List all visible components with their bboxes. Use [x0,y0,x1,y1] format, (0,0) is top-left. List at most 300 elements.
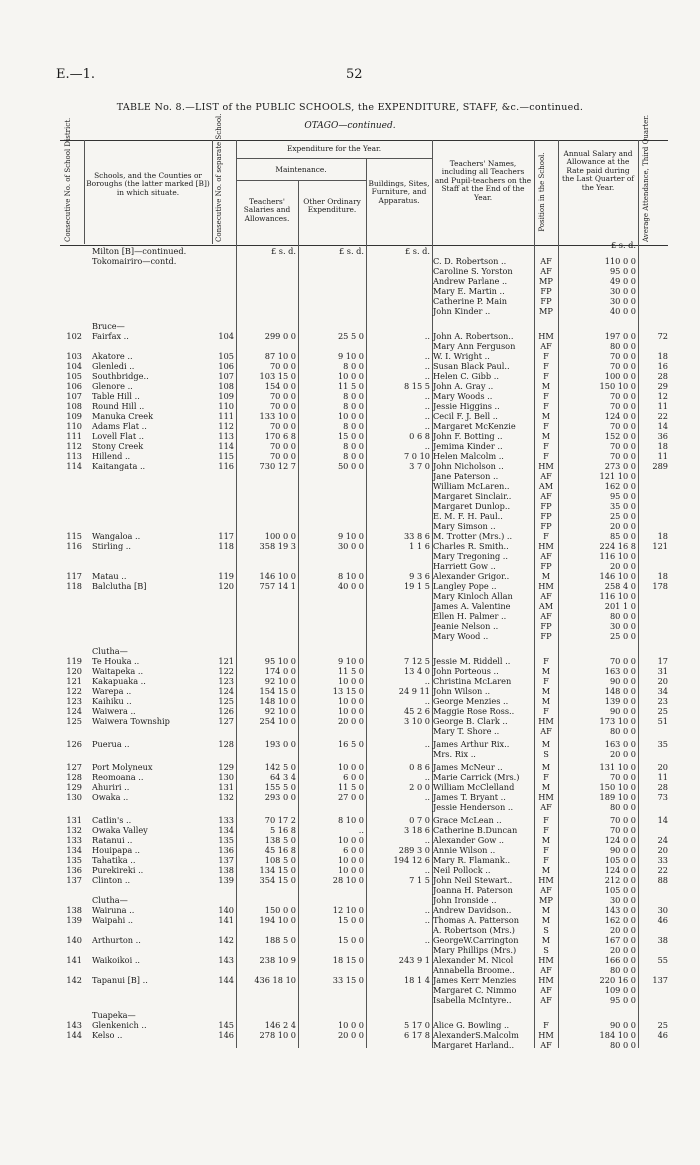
average-attendance: 25 [657,1020,668,1030]
district-number: 130 [66,792,82,802]
teacher-name: John Nicholson .. [433,461,504,471]
school-number: 118 [218,541,234,551]
teacher-position: F [543,825,549,835]
school-name: Clinton .. [92,875,131,885]
school-name: Owaka Valley [92,825,148,835]
annual-salary-value: 146 10 0 [599,571,636,581]
col-rule [534,140,535,244]
average-attendance: 36 [657,431,668,441]
teacher-name: James T. Bryant .. [433,792,506,802]
district-number: 125 [66,716,82,726]
annual-salary-value: 143 0 0 [604,905,636,915]
annual-salary-value: 197 0 0 [604,331,636,341]
other-expenditure-value: 10 0 0 [337,371,364,381]
annual-salary-value: 20 0 0 [609,561,636,571]
teacher-position: AF [540,726,552,736]
other-expenditure-value: 9 10 0 [337,531,364,541]
annual-salary-value: 224 16 8 [599,541,636,551]
teacher-position: AF [540,256,552,266]
average-attendance: 29 [657,381,668,391]
col-rule [534,244,535,1048]
annual-salary-value: 90 0 0 [609,676,636,686]
teacher-name: Andrew Davidson.. [433,905,512,915]
school-name: Adams Flat .. [92,421,147,431]
annual-salary-value: 80 0 0 [609,726,636,736]
buildings-value: 3 18 6 [403,825,430,835]
teacher-position: AF [540,885,552,895]
district-number: 142 [66,975,82,985]
district-number: 123 [66,696,82,706]
teacher-name: John A. Robertson.. [433,331,514,341]
teacher-name: Marie Carrick (Mrs.) [433,772,520,782]
other-expenditure-value: 27 0 0 [337,792,364,802]
annual-salary-value: 163 0 0 [604,666,636,676]
teacher-position: M [541,782,551,792]
teacher-name: Margaret Sinclair.. [433,491,512,501]
buildings-header: Buildings, Sites, Furniture, and Apparatus. [368,179,430,205]
buildings-value: 13 4 0 [403,666,430,676]
teacher-position: AF [540,341,552,351]
annual-salary-value: 30 0 0 [609,286,636,296]
other-expenditure-value: 10 0 0 [337,706,364,716]
teacher-name: James Arthur Rix.. [433,739,510,749]
col-rule [298,244,299,1048]
teacher-name: Mary Kinloch Allan [433,591,513,601]
school-name: Stirling .. [92,541,131,551]
teacher-position: M [541,431,551,441]
units-label: £ s. d. [338,246,364,256]
other-expenditure-header: Other Ordinary Expenditure. [303,197,361,215]
annual-salary-value: 25 0 0 [609,631,636,641]
teacher-name: Joanna H. Paterson [433,885,513,895]
other-expenditure-value: 8 10 0 [337,571,364,581]
school-name: Port Molyneux [92,762,153,772]
teacher-position: F [543,391,549,401]
district-number: 116 [66,541,82,551]
teacher-name: Mary Tregoning .. [433,551,509,561]
annual-salary-value: 124 0 0 [604,835,636,845]
district-number: 112 [66,441,82,451]
page-number: 52 [346,67,363,82]
teacher-position: HM [538,875,554,885]
average-attendance: 33 [657,855,668,865]
expenditure-header: Expenditure for the Year. [286,144,382,153]
average-attendance: 14 [657,421,668,431]
teacher-position: HM [538,331,554,341]
annual-salary-value: 116 10 0 [599,591,636,601]
school-name: Owaka .. [92,792,129,802]
school-name: Waiwera .. [92,706,136,716]
school-name: Houipapa .. [92,845,141,855]
teacher-name: Caroline S. Yorston [433,266,513,276]
teachers-salaries-value: 299 0 0 [264,331,296,341]
teachers-salaries-value: 254 10 0 [259,716,296,726]
teachers-salaries-value: 154 0 0 [264,381,296,391]
other-expenditure-value: 6 0 0 [343,845,364,855]
teacher-name: Annabella Broome.. [433,965,515,975]
average-attendance: 25 [657,706,668,716]
other-expenditure-value: 11 5 0 [337,666,364,676]
teacher-name: Harriett Gow .. [433,561,496,571]
school-number: 107 [218,371,234,381]
teacher-position: M [541,411,551,421]
teacher-position: FP [540,286,552,296]
teachers-salaries-value: 64 3 4 [269,772,296,782]
teachers-salaries-value: 358 19 3 [259,541,296,551]
school-name: Kaihiku .. [92,696,132,706]
teacher-position: F [543,855,549,865]
teacher-name: John Neil Stewart.. [433,875,513,885]
teachers-salaries-value: 92 10 0 [264,706,296,716]
district-number: 107 [66,391,82,401]
other-expenditure-value: 8 0 0 [343,361,364,371]
buildings-value: 6 17 8 [403,1030,430,1040]
teacher-position: HM [538,975,554,985]
teacher-name: Annie Wilson .. [433,845,496,855]
other-expenditure-value: 20 0 0 [337,716,364,726]
teachers-salaries-value: 70 0 0 [269,391,296,401]
units-label: £ s. d. [404,246,430,256]
school-number: 134 [218,825,234,835]
teacher-name: Cecil F. J. Bell .. [433,411,498,421]
teacher-position: FP [540,511,552,521]
school-name: Kakapuaka .. [92,676,146,686]
teacher-position: F [543,656,549,666]
school-name: Puerua .. [92,739,130,749]
teacher-name: Jessie M. Riddell .. [433,656,511,666]
buildings-value: 8 15 5 [403,381,430,391]
col-rule [558,244,559,1048]
teacher-position: F [543,451,549,461]
teacher-position: AF [540,1040,552,1050]
other-expenditure-value: 6 0 0 [343,772,364,782]
teacher-name: John Kinder .. [433,306,491,316]
teacher-name: Jessie Higgins .. [433,401,500,411]
teacher-position: AF [540,266,552,276]
school-number: 106 [218,361,234,371]
col-rule [366,244,367,1048]
school-number: 115 [218,451,234,461]
teachers-salaries-value: 70 0 0 [269,441,296,451]
annual-salary-value: 35 0 0 [609,501,636,511]
annual-salary-value: 70 0 0 [609,421,636,431]
school-name: Bruce— [92,321,125,331]
teacher-name: Christina McLaren [433,676,512,686]
teachers-salaries-value: 70 0 0 [269,421,296,431]
buildings-value: 1 1 6 [409,541,430,551]
annual-salary-value: 20 0 0 [609,521,636,531]
teacher-name: James McNeur .. [433,762,503,772]
school-name: Warepa .. [92,686,132,696]
teacher-name: GeorgeW.Carrington [433,935,519,945]
teacher-name: Neil Pollock .. [433,865,491,875]
teacher-position: F [543,1020,549,1030]
district-number: 103 [66,351,82,361]
teacher-position: AF [540,471,552,481]
annual-salary-value: 163 0 0 [604,739,636,749]
school-number: 114 [218,441,234,451]
teacher-position: F [543,371,549,381]
teachers-salaries-value: 146 2 4 [264,1020,296,1030]
teacher-position: AF [540,551,552,561]
teacher-name: AlexanderS.Malcolm [433,1030,519,1040]
average-attendance: 12 [657,391,668,401]
other-expenditure-value: 40 0 0 [337,581,364,591]
teachers-salaries-value: 155 5 0 [264,782,296,792]
teacher-name: Jeanie Nelson .. [433,621,499,631]
school-number: 144 [218,975,234,985]
school-number: 125 [218,696,234,706]
buildings-value: .. [424,371,430,381]
school-name: Te Houka .. [92,656,140,666]
school-number: 104 [218,331,234,341]
teacher-name: Margaret McKenzie [433,421,516,431]
teacher-name: Charles R. Smith.. [433,541,509,551]
average-attendance: 22 [657,865,668,875]
teacher-name: Mary Woods .. [433,391,493,401]
average-attendance: 35 [657,739,668,749]
other-expenditure-value: 28 10 0 [332,875,364,885]
annual-salary-value: 110 0 0 [604,256,636,266]
district-number: 109 [66,411,82,421]
teacher-position: F [543,706,549,716]
school-number: 122 [218,666,234,676]
other-expenditure-value: 20 0 0 [337,1030,364,1040]
teachers-salaries-value: 730 12 7 [259,461,296,471]
district-number: 124 [66,706,82,716]
teacher-name: William McLaren.. [433,481,510,491]
col-rule [638,244,639,1048]
buildings-value: .. [424,935,430,945]
other-expenditure-value: 15 0 0 [337,935,364,945]
teacher-name: Mary Ann Ferguson [433,341,516,351]
teacher-name: Alexander M. Nicol [433,955,514,965]
school-name: Balclutha [B] [92,581,147,591]
teacher-position: M [541,935,551,945]
teacher-position: F [543,815,549,825]
other-expenditure-value: 11 5 0 [337,782,364,792]
annual-salary-value: 49 0 0 [609,276,636,286]
annual-salary-value: 201 1 0 [604,601,636,611]
teacher-position: F [543,676,549,686]
teacher-position: HM [538,1030,554,1040]
average-attendance: 20 [657,762,668,772]
teachers-salaries-value: 293 0 0 [264,792,296,802]
other-expenditure-value: 10 0 0 [337,696,364,706]
district-number: 118 [66,581,82,591]
teachers-salaries-value: 103 15 0 [259,371,296,381]
other-expenditure-value: 8 0 0 [343,391,364,401]
average-attendance: 23 [657,696,668,706]
teacher-position: FP [540,561,552,571]
district-number: 139 [66,915,82,925]
teacher-name: M. Trotter (Mrs.) .. [433,531,513,541]
district-number: 137 [66,875,82,885]
teacher-name: Margaret C. Nimmo [433,985,517,995]
buildings-value: .. [424,401,430,411]
average-attendance: 11 [657,401,668,411]
teacher-position: FP [540,621,552,631]
district-number: 140 [66,935,82,945]
teacher-position: FP [540,521,552,531]
district-number: 128 [66,772,82,782]
school-number: 111 [218,411,234,421]
buildings-value: 0 8 6 [409,762,430,772]
other-expenditure-value: 10 0 0 [337,762,364,772]
buildings-value: 243 9 1 [398,955,430,965]
annual-salary-value: 100 0 0 [604,371,636,381]
buildings-value: 194 12 6 [393,855,430,865]
school-name: Lovell Flat .. [92,431,144,441]
school-number: 112 [218,421,234,431]
average-attendance: 55 [657,955,668,965]
school-number: 105 [218,351,234,361]
school-number: 135 [218,835,234,845]
other-expenditure-value: 8 0 0 [343,441,364,451]
school-number: 130 [218,772,234,782]
average-attendance: 18 [657,531,668,541]
teachers-salaries-value: 193 0 0 [264,739,296,749]
teacher-name: Maggie Rose Ross.. [433,706,515,716]
school-name: Glenore .. [92,381,133,391]
district-number: 135 [66,855,82,865]
buildings-value: 5 17 0 [403,1020,430,1030]
school-number: 140 [218,905,234,915]
other-expenditure-value: 10 0 0 [337,411,364,421]
teacher-name: Isabella McIntyre.. [433,995,512,1005]
school-number: 142 [218,935,234,945]
school-name: Tapanui [B] .. [92,975,148,985]
buildings-value: .. [424,391,430,401]
school-number: 123 [218,676,234,686]
school-number: 139 [218,875,234,885]
teacher-name: George B. Clark .. [433,716,508,726]
teacher-name: Mary R. Flamank.. [433,855,511,865]
teacher-position: AM [538,601,554,611]
other-expenditure-value: 8 0 0 [343,451,364,461]
teacher-name: John Ironside .. [433,895,497,905]
teacher-position: M [541,686,551,696]
district-number: 127 [66,762,82,772]
annual-salary-value: 109 0 0 [604,985,636,995]
col-rule [212,140,213,244]
units-label: £ s. d. [610,240,636,250]
school-number: 119 [218,571,234,581]
teacher-name: Mary T. Shore .. [433,726,500,736]
annual-salary-value: 80 0 0 [609,965,636,975]
teacher-position: F [543,845,549,855]
average-attendance: 46 [657,915,668,925]
school-no-header: Consecutive No. of separate School. [215,113,223,242]
annual-salary-value: 124 0 0 [604,865,636,875]
school-name: Waitapeka .. [92,666,144,676]
other-expenditure-value: 9 10 0 [337,656,364,666]
col-rule [236,140,237,244]
teacher-position: M [541,905,551,915]
district-number: 108 [66,401,82,411]
school-name: Manuka Creek [92,411,154,421]
schools-header: Schools, and the Counties or Boroughs (the latter marked [B]) in which situate. [86,171,210,197]
average-attendance: 20 [657,845,668,855]
other-expenditure-value: 16 5 0 [337,739,364,749]
teachers-salaries-value: 148 10 0 [259,696,296,706]
teacher-position: HM [538,792,554,802]
attendance-header: Average Attendance, Third Quarter. [642,114,650,242]
annual-salary-value: 105 0 0 [604,885,636,895]
buildings-value: .. [424,676,430,686]
teacher-name: Alice G. Bowling .. [433,1020,510,1030]
col-rule [298,180,299,244]
teacher-name: George Menzies .. [433,696,509,706]
teacher-name: Catherine B.Duncan [433,825,518,835]
other-expenditure-value: 8 0 0 [343,401,364,411]
annual-salary-value: 80 0 0 [609,611,636,621]
teacher-position: M [541,835,551,845]
district-number: 138 [66,905,82,915]
other-expenditure-value: 11 5 0 [337,381,364,391]
annual-salary-value: 80 0 0 [609,1040,636,1050]
teacher-name: Jemima Kinder .. [433,441,503,451]
buildings-value: 289 3 0 [398,845,430,855]
teacher-position: AF [540,985,552,995]
teachers-salaries-value: 133 10 0 [259,411,296,421]
teachers-salaries-value: 70 0 0 [269,401,296,411]
buildings-value: .. [424,421,430,431]
district-number: 141 [66,955,82,965]
other-expenditure-value: 33 15 0 [332,975,364,985]
teacher-name: John F. Botting .. [433,431,503,441]
teachers-salaries-value: 354 15 0 [259,875,296,885]
average-attendance: 18 [657,441,668,451]
school-name: Ratanui .. [92,835,133,845]
teacher-name: Mrs. Rix .. [433,749,476,759]
teacher-name: C. D. Robertson .. [433,256,507,266]
district-number: 106 [66,381,82,391]
teachers-salaries-value: 150 0 0 [264,905,296,915]
school-name: Round Hill .. [92,401,145,411]
teacher-name: Helen Malcolm .. [433,451,504,461]
teacher-position: AF [540,491,552,501]
annual-salary-value: 80 0 0 [609,802,636,812]
district-number: 119 [66,656,82,666]
buildings-value: 3 7 0 [409,461,430,471]
school-name: Clutha— [92,646,128,656]
school-name: Tokomairiro—contd. [92,256,177,266]
school-number: 121 [218,656,234,666]
other-expenditure-value: 10 0 0 [337,865,364,875]
teacher-position: F [543,401,549,411]
teachers-salaries-value: 138 5 0 [264,835,296,845]
other-expenditure-value: 10 0 0 [337,676,364,686]
buildings-value: 19 1 5 [403,581,430,591]
teachers-header: Teachers' Names, including all Teachers and Pupil-teachers on the Staff at the End of the Year. [434,159,532,202]
teacher-position: M [541,696,551,706]
buildings-value: 0 6 8 [409,431,430,441]
other-expenditure-value: 15 0 0 [337,915,364,925]
school-number: 145 [218,1020,234,1030]
other-expenditure-value: 15 0 0 [337,431,364,441]
average-attendance: 31 [657,666,668,676]
annual-salary-value: 70 0 0 [609,391,636,401]
teacher-name: E. M. F. H. Paul.. [433,511,503,521]
average-attendance: 178 [652,581,668,591]
buildings-value: .. [424,411,430,421]
annual-salary-value: 150 10 0 [599,381,636,391]
teacher-position: MP [539,306,553,316]
other-expenditure-value: .. [358,825,364,835]
average-attendance: 34 [657,686,668,696]
school-number: 113 [218,431,234,441]
